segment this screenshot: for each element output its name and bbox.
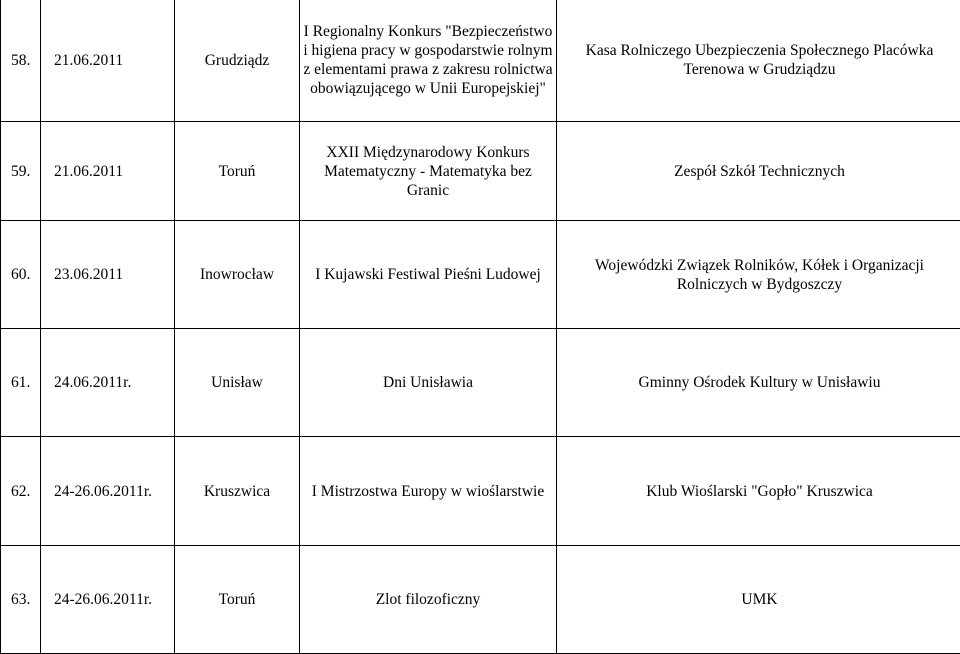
event-date: 21.06.2011 (41, 122, 175, 221)
row-number: 61. (1, 329, 41, 437)
event-organizer: Klub Wioślarski "Gopło" Kruszwica (557, 437, 960, 546)
row-number: 60. (1, 221, 41, 329)
event-date: 21.06.2011 (41, 0, 175, 122)
event-organizer: UMK (557, 546, 960, 654)
event-place: Kruszwica (175, 437, 300, 546)
event-name: Zlot filozoficzny (300, 546, 557, 654)
event-date: 23.06.2011 (41, 221, 175, 329)
table-row (1, 122, 960, 221)
event-place: Unisław (175, 329, 300, 437)
event-organizer: Zespół Szkół Technicznych (557, 122, 960, 221)
event-organizer: Wojewódzki Związek Rolników, Kółek i Organizacji Rolniczych w Bydgoszczy (557, 221, 960, 329)
event-name: I Mistrzostwa Europy w wioślarstwie (300, 437, 557, 546)
event-place: Toruń (175, 546, 300, 654)
event-name: XXII Międzynarodowy Konkurs Matematyczny - Matematyka bez Granic (300, 122, 557, 221)
event-organizer: Kasa Rolniczego Ubezpieczenia Społecznego Placówka Terenowa w Grudziądzu (557, 0, 960, 122)
table-row (1, 437, 960, 546)
table-row (1, 221, 960, 329)
event-name: I Regionalny Konkurs "Bezpieczeństwo i higiena pracy w gospodarstwie rolnym z elementami prawa z zakresu rolnictwa obowiązującego w Unii Europejskiej" (300, 0, 557, 122)
event-organizer: Gminny Ośrodek Kultury w Unisławiu (557, 329, 960, 437)
row-number: 58. (1, 0, 41, 122)
row-number: 59. (1, 122, 41, 221)
table-row (1, 0, 960, 122)
event-place: Toruń (175, 122, 300, 221)
row-number: 63. (1, 546, 41, 654)
event-place: Inowrocław (175, 221, 300, 329)
event-name: Dni Unisławia (300, 329, 557, 437)
row-number: 62. (1, 437, 41, 546)
table-row (1, 329, 960, 437)
event-name: I Kujawski Festiwal Pieśni Ludowej (300, 221, 557, 329)
event-date: 24.06.2011r. (41, 329, 175, 437)
event-date: 24-26.06.2011r. (41, 546, 175, 654)
event-date: 24-26.06.2011r. (41, 437, 175, 546)
event-place: Grudziądz (175, 0, 300, 122)
table-row (1, 546, 960, 654)
